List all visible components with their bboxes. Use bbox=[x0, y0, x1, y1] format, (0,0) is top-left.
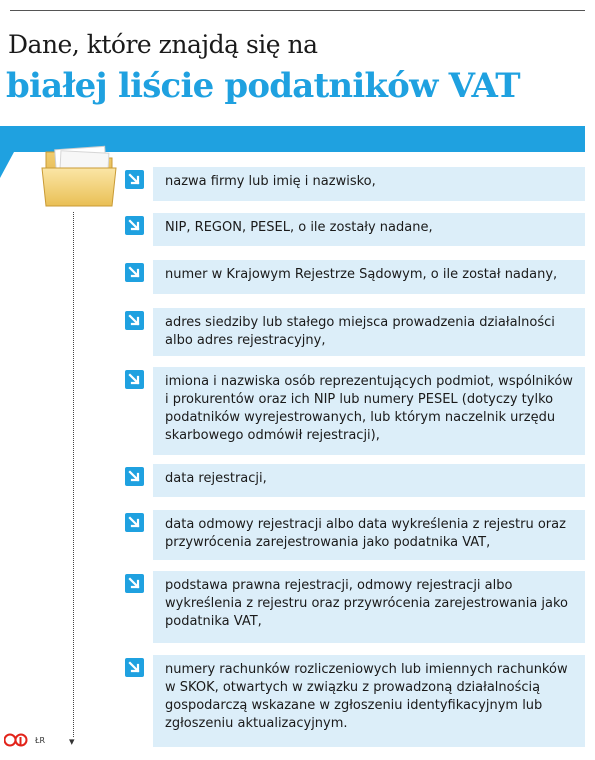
title-line-1: Dane, które znajdą się na bbox=[8, 30, 318, 59]
list-item-text: adres siedziby lub stałego miejsca prowadzenia działalności albo adres rejestracyjny, bbox=[165, 315, 555, 348]
list-item bbox=[153, 308, 585, 356]
list-item-text: numery rachunków rozliczeniowych lub imiennych rachunków w SKOK, otwartych w związku z prowadzoną działalnością gospodarczą wskazane w zgłoszeniu identyfikacyjnym lub zgłoszeniu aktualizacyjnym. bbox=[165, 662, 568, 731]
list-item bbox=[153, 367, 585, 455]
header-bar-corner bbox=[0, 152, 14, 178]
list-item-text: imiona i nazwiska osób reprezentujących podmiot, wspólników i prokurentów oraz ich NIP lub numery PESEL (dotyczy tylko podatników wyrejestrowanych, lub którym naczelnik urzędu skarbowego odmówił rejestracji), bbox=[165, 374, 573, 443]
timeline-dotted-line bbox=[73, 212, 74, 737]
arrow-down-right-icon bbox=[125, 513, 144, 532]
list-item bbox=[153, 167, 585, 201]
list-item-text: NIP, REGON, PESEL, o ile zostały nadane, bbox=[165, 220, 433, 235]
arrow-down-right-icon bbox=[125, 216, 144, 235]
arrow-down-right-icon bbox=[125, 311, 144, 330]
list-item-text: numer w Krajowym Rejestrze Sądowym, o ile został nadany, bbox=[165, 267, 558, 282]
arrow-down-right-icon bbox=[125, 170, 144, 189]
title-line-2: białej liście podatników VAT bbox=[6, 66, 520, 106]
list-item bbox=[153, 571, 585, 643]
list-item bbox=[153, 464, 585, 497]
list-item-text: data odmowy rejestracji albo data wykreślenia z rejestru oraz przywrócenia zarejestrowania jako podatnika VAT, bbox=[165, 517, 566, 550]
arrow-down-right-icon bbox=[125, 574, 144, 593]
list-item bbox=[153, 655, 585, 747]
top-rule bbox=[10, 10, 585, 11]
list-item-text: podstawa prawna rejestracji, odmowy rejestracji albo wykreślenia z rejestru oraz przywrócenia zarejestrowania jako podatnika VAT, bbox=[165, 578, 569, 629]
arrow-down-right-icon bbox=[125, 658, 144, 677]
arrow-down-right-icon bbox=[125, 263, 144, 282]
list-item bbox=[153, 260, 585, 294]
arrow-down-right-icon bbox=[125, 467, 144, 486]
folder-icon bbox=[40, 138, 120, 210]
list-item bbox=[153, 213, 585, 246]
timeline-arrow-icon: ▾ bbox=[69, 735, 75, 748]
author-credit: ŁR bbox=[35, 736, 46, 745]
arrow-down-right-icon bbox=[125, 370, 144, 389]
list-item-text: nazwa firmy lub imię i nazwisko, bbox=[165, 174, 376, 189]
gp-logo bbox=[4, 733, 28, 747]
list-item-text: data rejestracji, bbox=[165, 471, 267, 486]
list-item bbox=[153, 510, 585, 560]
